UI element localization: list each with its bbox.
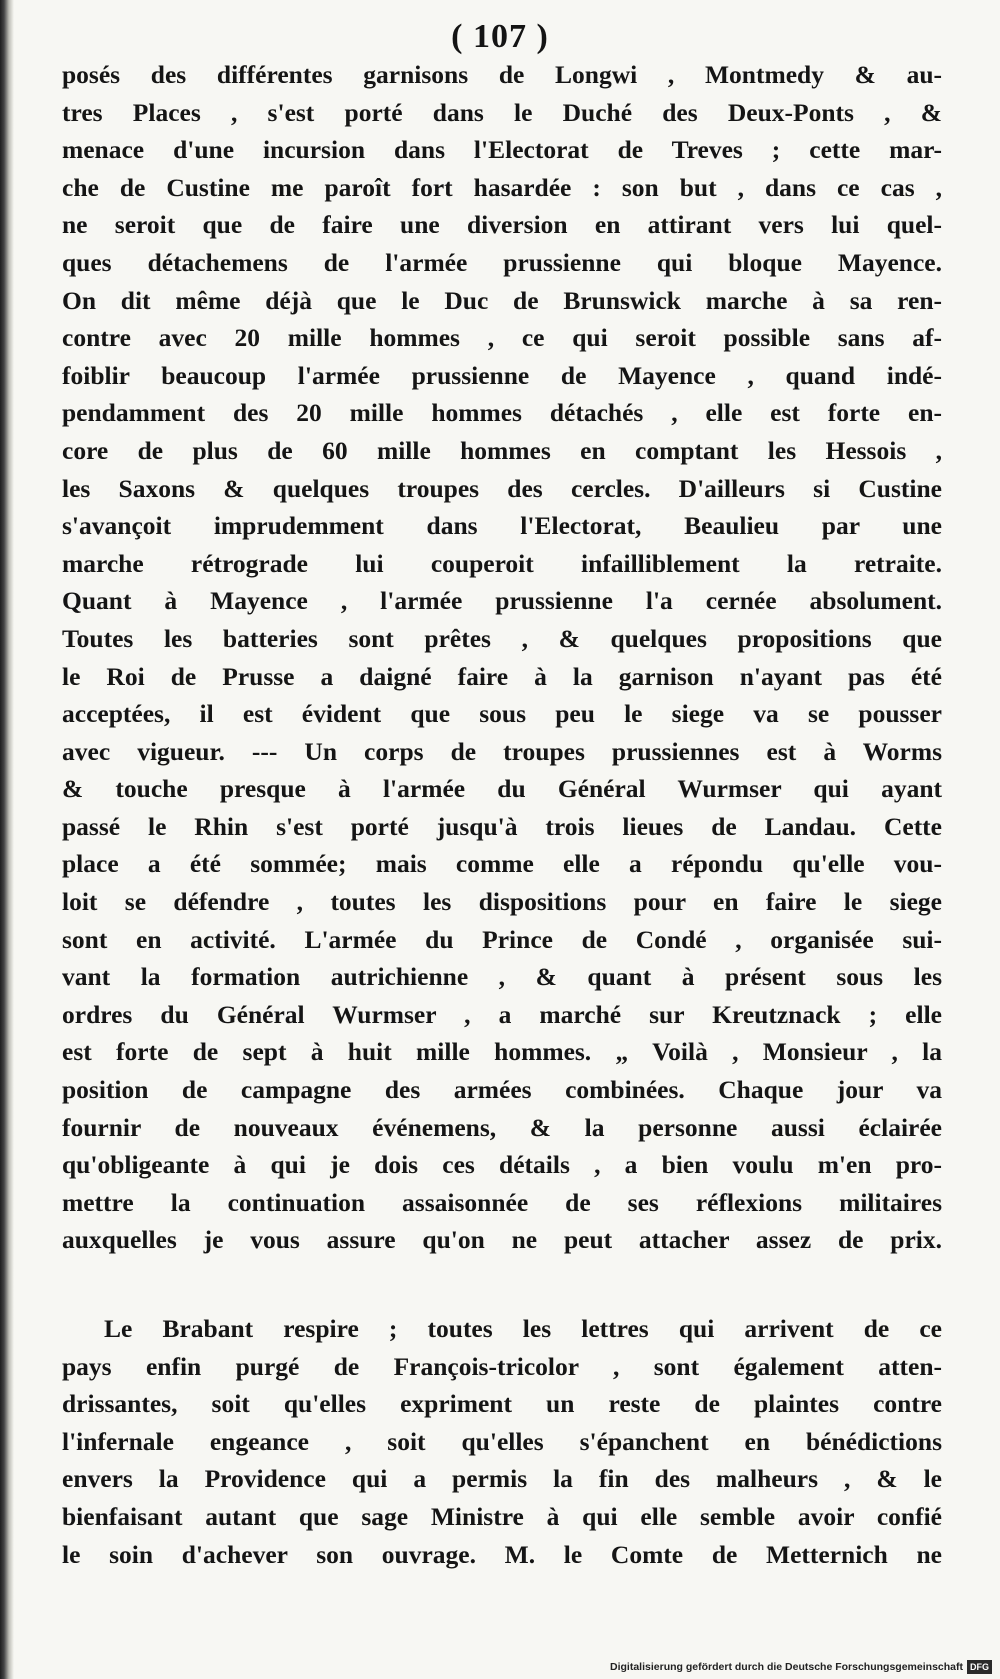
text-line: vant la formation autrichienne , & quant à présent sous les xyxy=(62,962,942,992)
text-line: ne seroit que de faire une diversion en attirant vers lui quel- xyxy=(62,210,942,240)
text-line: sont en activité. L'armée du Prince de Condé , organisée sui- xyxy=(62,924,942,954)
text-line: core de plus de 60 mille hommes en comptant les Hessois , xyxy=(62,435,942,465)
text-line: Toutes les batteries sont prêtes , & quelques propositions que xyxy=(62,623,942,653)
text-line: tres Places , s'est porté dans le Duché des Deux-Ponts , & xyxy=(62,97,942,127)
text-line: est forte de sept à huit mille hommes. „ Voilà , Monsieur , la xyxy=(62,1037,942,1067)
text-line: position de campagne des armées combinées. Chaque jour va xyxy=(62,1075,942,1105)
text-line: passé le Rhin s'est porté jusqu'à trois lieues de Landau. Cette xyxy=(62,811,942,841)
page-number: ( 107 ) xyxy=(451,18,549,55)
text-line: place a été sommée; mais comme elle a répondu qu'elle vou- xyxy=(62,849,942,879)
dfg-logo: DFG xyxy=(967,1660,992,1674)
page-binding-edge xyxy=(0,0,14,1679)
text-line: ordres du Général Wurmser , a marché sur Kreutznack ; elle xyxy=(62,999,942,1029)
text-line: loit se défendre , toutes les dispositions pour en faire le siege xyxy=(62,887,942,917)
digitization-footer xyxy=(610,1658,992,1676)
text-line: l'infernale engeance , soit qu'elles s'épanchent en bénédictions xyxy=(62,1426,942,1456)
text-line: pays enfin purgé de François-tricolor , sont également atten- xyxy=(62,1351,942,1381)
paragraph-1 xyxy=(62,56,942,1259)
text-line: che de Custine me paroît fort hasardée : son but , dans ce cas , xyxy=(62,172,942,202)
text-line: fournir de nouveaux événemens, & la personne aussi éclairée xyxy=(62,1112,942,1142)
text-line: auxquelles je vous assure qu'on ne peut attacher assez de prix. xyxy=(62,1225,942,1255)
text-line: pendamment des 20 mille hommes détachés , elle est forte en- xyxy=(62,398,942,428)
text-line: foiblir beaucoup l'armée prussienne de Mayence , quand indé- xyxy=(62,360,942,390)
text-line: les Saxons & quelques troupes des cercles. D'ailleurs si Custine xyxy=(62,473,942,503)
text-line: s'avançoit imprudemment dans l'Electorat, Beaulieu par une xyxy=(62,511,942,541)
text-line: Le Brabant respire ; toutes les lettres qui arrivent de ce xyxy=(104,1314,942,1343)
text-line: le soin d'achever son ouvrage. M. le Comte de Metternich ne xyxy=(62,1539,942,1569)
text-line: posés des différentes garnisons de Longwi , Montmedy & au- xyxy=(62,60,942,89)
text-line: Quant à Mayence , l'armée prussienne l'a cernée absolument. xyxy=(62,586,942,616)
text-line: qu'obligeante à qui je dois ces détails , a bien voulu m'en pro- xyxy=(62,1150,942,1180)
text-line: le Roi de Prusse a daigné faire à la garnison n'ayant pas été xyxy=(62,661,942,691)
text-line: & touche presque à l'armée du Général Wurmser qui ayant xyxy=(62,774,942,804)
text-line: acceptées, il est évident que sous peu le siege va se pousser xyxy=(62,699,942,729)
text-line: menace d'une incursion dans l'Electorat de Treves ; cette mar- xyxy=(62,135,942,165)
text-line: On dit même déjà que le Duc de Brunswick marche à sa ren- xyxy=(62,285,942,315)
footer-credit: Digitalisierung gefördert durch die Deutsche Forschungsgemeinschaft xyxy=(610,1661,963,1673)
paragraph-2 xyxy=(62,1310,942,1573)
text-line: marche rétrograde lui couperoit infailliblement la retraite. xyxy=(62,548,942,578)
text-line: contre avec 20 mille hommes , ce qui seroit possible sans af- xyxy=(62,323,942,353)
text-line: mettre la continuation assaisonnée de ses réflexions militaires xyxy=(62,1187,942,1217)
text-line: drissantes, soit qu'elles expriment un reste de plaintes contre xyxy=(62,1389,942,1419)
text-line: ques détachemens de l'armée prussienne qui bloque Mayence. xyxy=(62,247,942,277)
text-line: envers la Providence qui a permis la fin des malheurs , & le xyxy=(62,1464,942,1494)
text-line: bienfaisant autant que sage Ministre à qui elle semble avoir confié xyxy=(62,1501,942,1531)
text-line: avec vigueur. --- Un corps de troupes prussiennes est à Worms xyxy=(62,736,942,766)
